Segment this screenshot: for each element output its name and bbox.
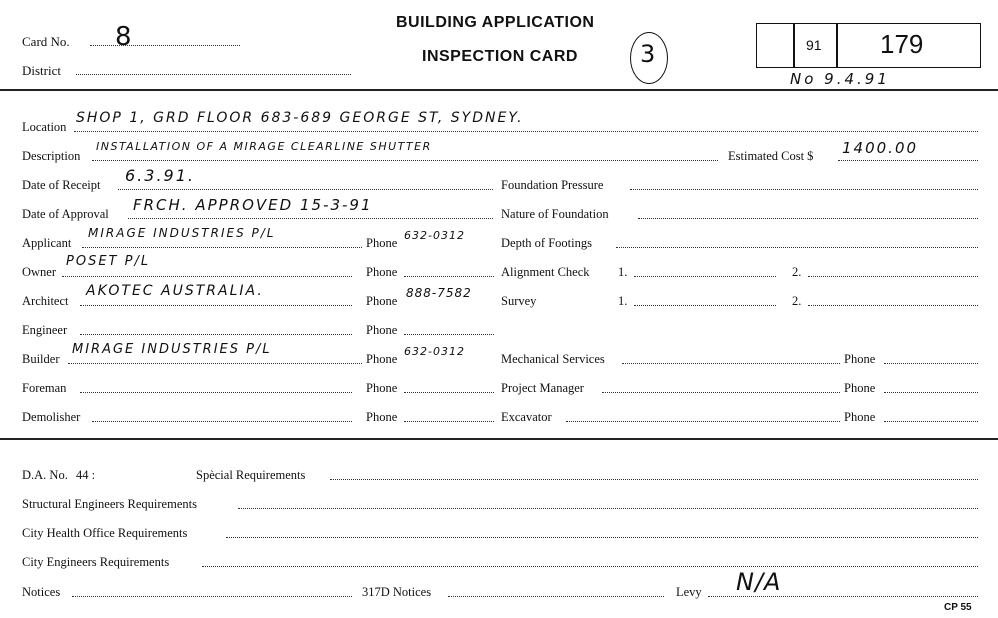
handwritten-note: No 9.4.91	[790, 70, 890, 88]
excavator-phone-label: Phone	[844, 410, 876, 424]
survey-2-line	[808, 304, 978, 306]
special-requirements-label: Spècial Requirements	[196, 468, 306, 482]
date-receipt-value: 6.3.91.	[125, 166, 195, 185]
card-number-box	[756, 23, 981, 68]
alignment-check-2-label: 2.	[792, 265, 802, 279]
date-approval-line	[128, 217, 493, 219]
builder-line	[68, 362, 362, 364]
depth-footings-label: Depth of Footings	[501, 236, 592, 250]
foreman-line	[80, 391, 352, 393]
applicant-label: Applicant	[22, 236, 72, 250]
excavator-label: Excavator	[501, 410, 552, 424]
demolisher-phone-line	[404, 420, 494, 422]
location-label: Location	[22, 120, 67, 134]
applicant-phone-label: Phone	[366, 236, 398, 250]
architect-label: Architect	[22, 294, 69, 308]
architect-phone-label: Phone	[366, 294, 398, 308]
box-large-value: 179	[880, 29, 924, 59]
mechanical-phone-label: Phone	[844, 352, 876, 366]
nature-foundation-line	[638, 217, 978, 219]
date-receipt-line	[118, 188, 493, 190]
notices-line	[72, 595, 352, 597]
engineer-phone-line	[404, 333, 494, 335]
location-value: SHOP 1, GRD FLOOR 683-689 GEORGE ST, SYDNEY.	[76, 110, 524, 126]
foundation-pressure-line	[630, 188, 978, 190]
da-no-label: D.A. No.	[22, 468, 68, 482]
structural-engineers-line	[238, 507, 978, 509]
levy-value: N/A	[736, 568, 782, 596]
mechanical-services-label: Mechanical Services	[501, 352, 605, 366]
notices-label: Notices	[22, 585, 61, 599]
description-label: Description	[22, 149, 81, 163]
builder-phone-label: Phone	[366, 352, 398, 366]
project-manager-line	[602, 391, 840, 393]
card-no-line	[90, 44, 240, 46]
description-value: INSTALLATION OF A MIRAGE CLEARLINE SHUTTER	[96, 140, 432, 153]
excavator-phone-line	[884, 420, 978, 422]
project-manager-label: Project Manager	[501, 381, 584, 395]
circled-number-value: 3	[640, 40, 656, 68]
alignment-check-1-line	[634, 275, 776, 277]
depth-footings-line	[616, 246, 978, 248]
box-divider-1	[793, 23, 795, 68]
architect-phone-value: 888-7582	[406, 286, 472, 300]
city-engineers-label: City Engineers Requirements	[22, 555, 170, 569]
alignment-check-1-label: 1.	[618, 265, 628, 279]
applicant-line	[82, 246, 362, 248]
builder-value: MIRAGE INDUSTRIES P/L	[72, 342, 272, 357]
card-no-value: 8	[115, 22, 134, 52]
owner-value: POSET P/L	[66, 254, 151, 269]
owner-line	[62, 275, 352, 277]
builder-label: Builder	[22, 352, 60, 366]
alignment-check-label: Alignment Check	[501, 265, 590, 279]
owner-phone-label: Phone	[366, 265, 398, 279]
card-no-label: Card No.	[22, 34, 70, 49]
district-line	[76, 73, 351, 75]
city-health-line	[226, 536, 978, 538]
structural-engineers-label: Structural Engineers Requirements	[22, 497, 197, 511]
city-engineers-line	[202, 565, 978, 567]
notices-317d-line	[448, 595, 664, 597]
project-manager-phone-line	[884, 391, 978, 393]
levy-label: Levy	[676, 585, 702, 599]
city-health-label: City Health Office Requirements	[22, 526, 188, 540]
foreman-label: Foreman	[22, 381, 67, 395]
architect-line	[80, 304, 352, 306]
box-small-value: 91	[806, 37, 822, 53]
estimated-cost-value: 1400.00	[842, 139, 919, 157]
date-approval-value: FRCH. APPROVED 15-3-91	[133, 196, 373, 214]
mechanical-phone-line	[884, 362, 978, 364]
engineer-line	[80, 333, 352, 335]
date-approval-label: Date of Approval	[22, 207, 109, 221]
title-line-1: BUILDING APPLICATION	[396, 14, 595, 31]
district-label: District	[22, 63, 61, 78]
description-line	[92, 159, 718, 161]
notices-317d-label: 317D Notices	[362, 585, 432, 599]
project-manager-phone-label: Phone	[844, 381, 876, 395]
title-line-2: INSPECTION CARD	[422, 48, 578, 65]
nature-foundation-label: Nature of Foundation	[501, 207, 609, 221]
foreman-phone-label: Phone	[366, 381, 398, 395]
survey-1-line	[634, 304, 776, 306]
foundation-pressure-label: Foundation Pressure	[501, 178, 604, 192]
alignment-check-2-line	[808, 275, 978, 277]
owner-label: Owner	[22, 265, 57, 279]
owner-phone-line	[404, 275, 494, 277]
location-line	[74, 130, 978, 132]
survey-1-label: 1.	[618, 294, 628, 308]
estimated-cost-line	[838, 159, 978, 161]
form-code: CP 55	[944, 602, 972, 613]
engineer-phone-label: Phone	[366, 323, 398, 337]
demolisher-line	[92, 420, 352, 422]
survey-label: Survey	[501, 294, 537, 308]
excavator-line	[566, 420, 840, 422]
survey-2-label: 2.	[792, 294, 802, 308]
middle-divider	[0, 438, 998, 440]
engineer-label: Engineer	[22, 323, 68, 337]
architect-value: AKOTEC AUSTRALIA.	[86, 283, 264, 299]
box-divider-2	[836, 23, 838, 68]
date-receipt-label: Date of Receipt	[22, 178, 101, 192]
demolisher-label: Demolisher	[22, 410, 81, 424]
header-divider	[0, 89, 998, 91]
da-no-value: 44 :	[76, 468, 96, 482]
foreman-phone-line	[404, 391, 494, 393]
estimated-cost-label: Estimated Cost $	[728, 149, 814, 163]
applicant-value: MIRAGE INDUSTRIES P/L	[88, 226, 276, 240]
demolisher-phone-label: Phone	[366, 410, 398, 424]
special-requirements-line	[330, 478, 978, 480]
mechanical-services-line	[622, 362, 840, 364]
builder-phone-value: 632-0312	[404, 345, 465, 358]
applicant-phone-value: 632-0312	[404, 229, 465, 242]
